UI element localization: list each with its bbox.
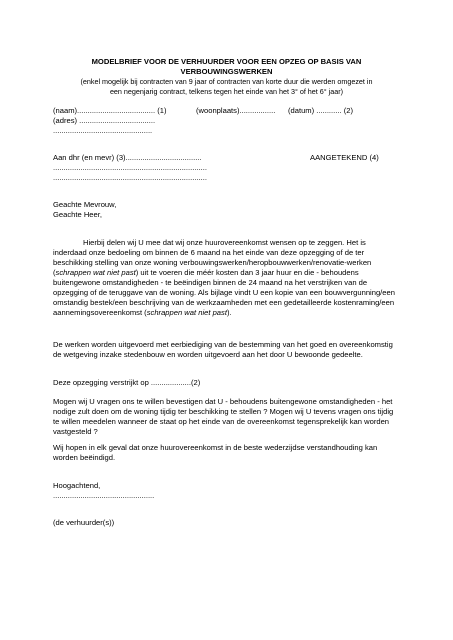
body-paragraph-2-text: De werken worden uitgevoerd met eerbiediging van de bestemming van het goed en overeenkomstig de wetgeving inzake stedenbouw en worden uitgevoerd aan het door U bewoonde gedeelte. (53, 340, 393, 359)
sender-residence-field: (woonplaats)................. (196, 106, 276, 115)
body-paragraph-5 (53, 443, 399, 463)
body-paragraph-1-text-c: ) uit te voeren die méér kosten dan 3 jaar huur en die - behoudens buitengewone omstandigheden - te beëindigen binnen de 24 maand na het verstrijken van de opzegging of de teruggave van de woning. Als bijlage vindt U een kopie van een bouwvergunning/een omstandig bestek/een beschrijving van de werkzaamheden met een gedetailleerde kostenraming/een aannemingsovereenkomst ( (53, 268, 395, 317)
sender-address-field: (adres) .................................... (53, 116, 156, 125)
body-paragraph-4-text: Mogen wij U vragen ons te willen bevestigen dat U - behoudens buitengewone omstandigheden - het nodige zult doen om de woning tijdig ter beschikking te stellen ? Mogen wij U tevens vragen ons tijdig te willen meedelen wanneer de staat op het einde van de overeenkomst tegensprekelijk kan worden vastgesteld ? (53, 397, 394, 436)
recipient-line-3: ......................................................................... (53, 173, 208, 182)
landlord-signer: (de verhuurder(s)) (53, 518, 115, 527)
document-title-line-2: VERBOUWINGSWERKEN (180, 67, 273, 76)
recipient-line-1: Aan dhr (en mevr) (3).................................... (53, 153, 202, 162)
strike-note-2: schrappen wat niet past (146, 308, 227, 317)
body-paragraph-1 (53, 238, 399, 318)
body-paragraph-3 (53, 378, 399, 388)
document-title-line-1: MODELBRIEF VOOR DE VERHUURDER VOOR EEN OPZEG OP BASIS VAN (91, 57, 362, 66)
document-subtitle-line-2: een negenjarig contract, telkens tegen het einde van het 3° of het 6° jaar) (109, 87, 344, 96)
expiry-date-text: Deze opzegging verstrijkt op ...................(2) (53, 378, 201, 387)
salutation-sir: Geachte Heer, (53, 210, 102, 219)
closing-greeting: Hoogachtend, (53, 481, 101, 490)
body-paragraph-5-text: Wij hopen in elk geval dat onze huurovereenkomst in de beste wederzijdse verstandhouding kan worden beëindigd. (53, 443, 378, 462)
body-paragraph-4 (53, 397, 399, 437)
recipient-line-2: ......................................................................... (53, 163, 208, 172)
signature-line: ................................................ (53, 491, 155, 500)
strike-note-1: schrappen wat niet past (55, 268, 136, 277)
sender-address-extra-line: ............................................... (53, 126, 153, 135)
sender-name-field: (naam)..................................... (1) (53, 106, 167, 115)
date-field: (datum) ............ (2) (288, 106, 353, 115)
body-paragraph-1-text-e: ). (226, 308, 232, 317)
salutation-madam: Geachte Mevrouw, (53, 200, 117, 209)
body-paragraph-2 (53, 340, 399, 360)
body-paragraph-1-text-a: Hierbij delen wij U mee dat wij onze huurovereenkomst wensen op te zeggen. Het is inderdaad onze bedoeling om binnen de 6 maand na het einde van deze opzegging of de ter beschikking stelling van onze woning verbouwingswerken/heropbouwwerken/renovatie-werken ( (53, 238, 372, 277)
registered-mail-label: AANGETEKEND (4) (310, 153, 379, 162)
document-subtitle-line-1: (enkel mogelijk bij contracten van 9 jaar of contracten van korte duur die werden omgezet in (80, 77, 373, 86)
